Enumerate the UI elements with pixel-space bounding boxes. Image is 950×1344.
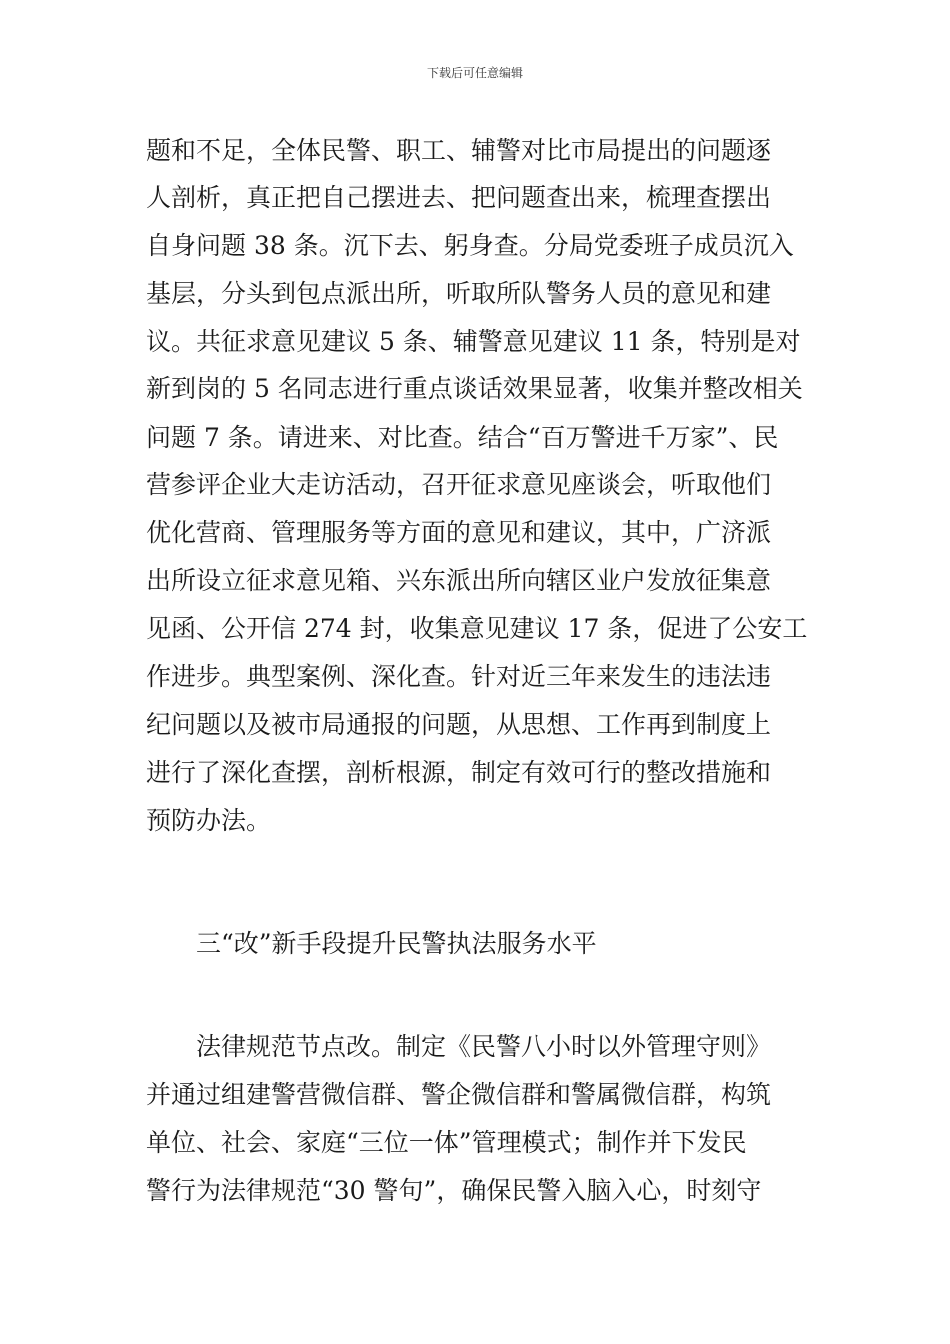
- paragraph-line: 议。共征求意见建议 5 条、辅警意见建议 11 条，特别是对: [146, 327, 801, 356]
- paragraph-line: 自身问题 38 条。沉下去、躬身查。分局党委班子成员沉入: [146, 231, 794, 260]
- paragraph-line: 进行了深化查摆，剖析根源，制定有效可行的整改措施和: [146, 758, 772, 787]
- page-header: 下载后可任意编辑: [426, 66, 523, 80]
- paragraph-line: 纪问题以及被市局通报的问题，从思想、工作再到制度上: [146, 710, 772, 739]
- paragraph-line: 法律规范节点改。制定《民警八小时以外管理守则》: [196, 1032, 772, 1061]
- paragraph-line: 单位、社会、家庭“三位一体”管理模式；制作并下发民: [146, 1128, 747, 1157]
- paragraph-line: 题和不足，全体民警、职工、辅警对比市局提出的问题逐: [146, 136, 772, 165]
- paragraph-line: 营参评企业大走访活动，召开征求意见座谈会，听取他们: [146, 470, 772, 499]
- paragraph-line: 作进步。典型案例、深化查。针对近三年来发生的违法违: [146, 662, 772, 691]
- paragraph-line: 出所设立征求意见箱、兴东派出所向辖区业户发放征集意: [146, 566, 772, 595]
- paragraph-line: 新到岗的 5 名同志进行重点谈话效果显著，收集并整改相关: [146, 374, 803, 403]
- paragraph-line: 见函、公开信 274 封，收集意见建议 17 条，促进了公安工: [146, 614, 808, 643]
- section-heading: 三“改”新手段提升民警执法服务水平: [196, 929, 597, 958]
- paragraph-line: 基层，分头到包点派出所，听取所队警务人员的意见和建: [146, 279, 772, 308]
- paragraph-line: 优化营商、管理服务等方面的意见和建议，其中，广济派: [146, 518, 772, 547]
- paragraph-line: 并通过组建警营微信群、警企微信群和警属微信群，构筑: [146, 1080, 772, 1109]
- paragraph-line: 问题 7 条。请进来、对比查。结合“百万警进千万家”、民: [146, 423, 779, 452]
- paragraph-line: 预防办法。: [146, 806, 272, 835]
- paragraph-line: 警行为法律规范“30 警句”，确保民警入脑入心，时刻守: [146, 1176, 762, 1205]
- paragraph-line: 人剖析，真正把自己摆进去、把问题查出来，梳理查摆出: [146, 183, 772, 212]
